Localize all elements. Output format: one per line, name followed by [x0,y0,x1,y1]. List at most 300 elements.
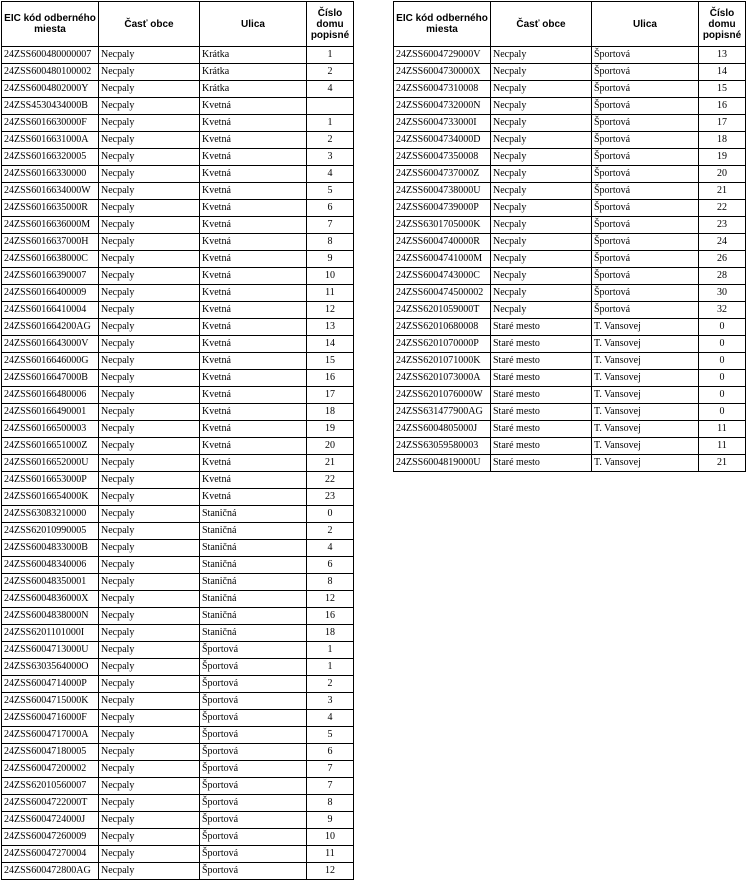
table-row [2,676,354,693]
table-row [394,336,746,353]
part-of-municipality-cell: Necpaly [99,472,200,489]
house-number-cell: 32 [699,302,746,319]
part-of-municipality-cell: Necpaly [99,523,200,540]
street-cell: Kvetná [200,115,307,132]
part-of-municipality-cell: Staré mesto [491,455,592,472]
eic-code-cell: 24ZSS6004836000X [2,591,99,608]
eic-code-cell: 24ZSS60047270004 [2,846,99,863]
table-row [2,761,354,778]
table-row [2,489,354,506]
table-row [394,47,746,64]
eic-code-cell: 24ZSS6004737000Z [394,166,491,183]
street-cell: T. Vansovej [592,387,699,404]
eic-code-cell: 24ZSS60166320005 [2,149,99,166]
table-row [2,183,354,200]
part-of-municipality-cell: Necpaly [99,98,200,115]
house-number-cell: 1 [307,659,354,676]
street-cell: Kvetná [200,166,307,183]
eic-code-cell: 24ZSS6004716000F [2,710,99,727]
house-number-cell: 21 [307,455,354,472]
house-number-cell: 0 [699,404,746,421]
street-cell: Kvetná [200,234,307,251]
street-cell: Kvetná [200,132,307,149]
street-cell: Staničná [200,557,307,574]
part-of-municipality-cell: Necpaly [99,421,200,438]
table-row [394,115,746,132]
eic-code-cell: 24ZSS6004722000T [2,795,99,812]
eic-code-cell: 24ZSS6004743000C [394,268,491,285]
street-cell: T. Vansovej [592,455,699,472]
table-row [2,421,354,438]
street-cell: Staničná [200,523,307,540]
house-number-cell: 17 [699,115,746,132]
street-cell: T. Vansovej [592,353,699,370]
part-of-municipality-cell: Necpaly [99,846,200,863]
table-row [394,353,746,370]
house-number-cell: 30 [699,285,746,302]
house-number-cell: 16 [307,608,354,625]
header-row [394,2,746,47]
house-number-cell: 9 [307,812,354,829]
part-of-municipality-cell: Necpaly [99,81,200,98]
part-of-municipality-cell: Necpaly [491,149,592,166]
table-row [394,319,746,336]
part-of-municipality-cell: Necpaly [491,302,592,319]
street-cell: Športová [592,47,699,64]
eic-code-cell: 24ZSS6004729000V [394,47,491,64]
eic-code-cell: 24ZSS60048350001 [2,574,99,591]
house-number-cell: 12 [307,591,354,608]
house-number-cell: 18 [307,625,354,642]
part-of-municipality-cell: Necpaly [99,285,200,302]
house-number-cell: 7 [307,761,354,778]
house-number-cell: 19 [307,421,354,438]
house-number-cell: 2 [307,676,354,693]
part-of-municipality-cell: Necpaly [99,132,200,149]
street-cell: Športová [200,778,307,795]
eic-code-cell: 24ZSS600480000007 [2,47,99,64]
house-number-cell: 11 [307,846,354,863]
street-cell: Športová [200,863,307,880]
house-number-cell: 7 [307,778,354,795]
house-number-cell: 23 [699,217,746,234]
eic-code-cell: 24ZSS6016635000R [2,200,99,217]
table-row [394,455,746,472]
part-of-municipality-cell: Staré mesto [491,353,592,370]
eic-code-cell: 24ZSS6004714000P [2,676,99,693]
house-number-cell: 5 [307,727,354,744]
part-of-municipality-cell: Necpaly [99,591,200,608]
table-row [394,98,746,115]
part-of-municipality-cell: Necpaly [99,812,200,829]
eic-code-cell: 24ZSS60166400009 [2,285,99,302]
table-row [394,421,746,438]
table-row [394,370,746,387]
part-of-municipality-cell: Staré mesto [491,438,592,455]
table-row [394,183,746,200]
header-house-number: Číslo domu popisné [699,2,746,47]
house-number-cell: 3 [307,149,354,166]
eic-code-cell: 24ZSS4530434000B [2,98,99,115]
table-row [2,319,354,336]
street-cell: Športová [592,81,699,98]
house-number-cell: 2 [307,64,354,81]
table-row [394,81,746,98]
house-number-cell: 1 [307,642,354,659]
eic-code-cell: 24ZSS60047180005 [2,744,99,761]
part-of-municipality-cell: Necpaly [99,404,200,421]
house-number-cell: 10 [307,268,354,285]
street-cell: Kvetná [200,387,307,404]
table-row [394,438,746,455]
table-row [2,795,354,812]
street-cell: Športová [200,829,307,846]
street-cell: T. Vansovej [592,421,699,438]
house-number-cell: 18 [307,404,354,421]
street-cell: Športová [592,234,699,251]
street-cell: T. Vansovej [592,370,699,387]
house-number-cell: 0 [699,387,746,404]
part-of-municipality-cell: Necpaly [99,336,200,353]
eic-code-cell: 24ZSS63059580003 [394,438,491,455]
eic-code-cell: 24ZSS6016653000P [2,472,99,489]
street-cell: T. Vansovej [592,319,699,336]
table-row [2,217,354,234]
house-number-cell: 5 [307,183,354,200]
eic-code-cell: 24ZSS62010680008 [394,319,491,336]
part-of-municipality-cell: Necpaly [99,625,200,642]
part-of-municipality-cell: Necpaly [99,574,200,591]
street-cell: Staničná [200,625,307,642]
part-of-municipality-cell: Necpaly [99,387,200,404]
eic-code-cell: 24ZSS6016636000M [2,217,99,234]
eic-code-cell: 24ZSS60166330000 [2,166,99,183]
table-row [2,115,354,132]
part-of-municipality-cell: Necpaly [491,268,592,285]
table-row [2,642,354,659]
house-number-cell: 0 [699,336,746,353]
table-row [2,710,354,727]
part-of-municipality-cell: Staré mesto [491,421,592,438]
part-of-municipality-cell: Necpaly [491,98,592,115]
part-of-municipality-cell: Staré mesto [491,370,592,387]
street-cell: Športová [592,285,699,302]
house-number-cell: 1 [307,47,354,64]
street-cell: Kvetná [200,268,307,285]
street-cell: Kvetná [200,438,307,455]
part-of-municipality-cell: Necpaly [99,710,200,727]
house-number-cell: 8 [307,574,354,591]
header-row [2,2,354,47]
part-of-municipality-cell: Necpaly [99,438,200,455]
part-of-municipality-cell: Necpaly [99,251,200,268]
part-of-municipality-cell: Necpaly [99,234,200,251]
eic-code-cell: 24ZSS6201076000W [394,387,491,404]
house-number-cell: 4 [307,540,354,557]
house-number-cell: 14 [307,336,354,353]
table-row [2,625,354,642]
eic-code-cell: 24ZSS6004724000J [2,812,99,829]
table-row [394,200,746,217]
house-number-cell: 20 [699,166,746,183]
table-row [2,574,354,591]
eic-code-cell: 24ZSS60166490001 [2,404,99,421]
street-cell: Kvetná [200,285,307,302]
street-cell: Športová [200,761,307,778]
part-of-municipality-cell: Necpaly [99,353,200,370]
table-row [2,812,354,829]
part-of-municipality-cell: Necpaly [491,251,592,268]
eic-code-cell: 24ZSS6303564000O [2,659,99,676]
street-cell: Športová [592,217,699,234]
house-number-cell: 3 [307,693,354,710]
street-cell: Športová [592,268,699,285]
part-of-municipality-cell: Necpaly [99,64,200,81]
house-number-cell: 6 [307,744,354,761]
table-row [2,404,354,421]
table-row [2,455,354,472]
street-cell: Krátka [200,81,307,98]
table-row [394,132,746,149]
eic-code-cell: 24ZSS6301705000K [394,217,491,234]
street-cell: Staničná [200,540,307,557]
house-number-cell: 16 [699,98,746,115]
eic-code-cell: 24ZSS631477900AG [394,404,491,421]
part-of-municipality-cell: Necpaly [491,234,592,251]
table-row [2,778,354,795]
eic-code-cell: 24ZSS6004730000X [394,64,491,81]
table-body-left [2,47,354,880]
eic-code-cell: 24ZSS600472800AG [2,863,99,880]
street-cell: Staničná [200,506,307,523]
house-number-cell: 26 [699,251,746,268]
table-row [394,404,746,421]
house-number-cell: 2 [307,523,354,540]
house-number-cell: 15 [699,81,746,98]
street-cell: Kvetná [200,302,307,319]
table-row [2,285,354,302]
house-number-cell: 22 [699,200,746,217]
table-row [2,149,354,166]
part-of-municipality-cell: Necpaly [99,302,200,319]
table-row [2,472,354,489]
part-of-municipality-cell: Necpaly [99,506,200,523]
eic-code-cell: 24ZSS60166480006 [2,387,99,404]
street-cell: Staničná [200,574,307,591]
header-part-of-municipality: Časť obce [491,2,592,47]
house-number-cell: 11 [307,285,354,302]
part-of-municipality-cell: Necpaly [491,115,592,132]
street-cell: Športová [200,846,307,863]
part-of-municipality-cell: Necpaly [99,319,200,336]
eic-code-cell: 24ZSS6016631000A [2,132,99,149]
street-cell: Športová [592,166,699,183]
street-cell: Kvetná [200,421,307,438]
eic-code-cell: 24ZSS6004802000Y [2,81,99,98]
part-of-municipality-cell: Staré mesto [491,404,592,421]
table-row [394,166,746,183]
table-row [2,846,354,863]
eic-code-cell: 24ZSS6004819000U [394,455,491,472]
street-cell: Kvetná [200,370,307,387]
house-number-cell: 24 [699,234,746,251]
table-row [2,81,354,98]
header-street: Ulica [592,2,699,47]
part-of-municipality-cell: Necpaly [491,183,592,200]
street-cell: Kvetná [200,353,307,370]
eic-code-cell: 24ZSS60047260009 [2,829,99,846]
part-of-municipality-cell: Necpaly [99,115,200,132]
street-cell: Športová [200,693,307,710]
eic-code-cell: 24ZSS6004833000B [2,540,99,557]
street-cell: Športová [592,149,699,166]
eic-code-cell: 24ZSS6004740000R [394,234,491,251]
table-row [2,591,354,608]
part-of-municipality-cell: Necpaly [491,64,592,81]
street-cell: T. Vansovej [592,404,699,421]
table-body-right [394,47,746,472]
street-cell: Športová [592,302,699,319]
house-number-cell: 15 [307,353,354,370]
street-cell: Športová [200,642,307,659]
table-row [394,387,746,404]
part-of-municipality-cell: Staré mesto [491,387,592,404]
street-cell: Kvetná [200,183,307,200]
house-number-cell: 16 [307,370,354,387]
eic-code-cell: 24ZSS6201071000K [394,353,491,370]
eic-code-cell: 24ZSS60047310008 [394,81,491,98]
street-cell: Kvetná [200,217,307,234]
house-number-cell: 11 [699,421,746,438]
part-of-municipality-cell: Necpaly [491,132,592,149]
eic-code-cell: 24ZSS6016646000G [2,353,99,370]
table-row [2,353,354,370]
eic-code-cell: 24ZSS60047350008 [394,149,491,166]
eic-code-cell: 24ZSS6004739000P [394,200,491,217]
table-row [2,438,354,455]
house-number-cell: 13 [699,47,746,64]
table-row [2,863,354,880]
eic-code-cell: 24ZSS6004732000N [394,98,491,115]
street-cell: Krátka [200,47,307,64]
eic-code-cell: 24ZSS6004715000K [2,693,99,710]
part-of-municipality-cell: Necpaly [99,166,200,183]
street-cell: Športová [592,251,699,268]
part-of-municipality-cell: Necpaly [99,727,200,744]
house-number-cell: 22 [307,472,354,489]
table-row [394,268,746,285]
eic-code-cell: 24ZSS6016652000U [2,455,99,472]
part-of-municipality-cell: Necpaly [99,489,200,506]
table-row [2,540,354,557]
table-row [2,302,354,319]
table-row [394,251,746,268]
part-of-municipality-cell: Necpaly [99,795,200,812]
house-number-cell: 4 [307,710,354,727]
eic-code-cell: 24ZSS6004733000I [394,115,491,132]
house-number-cell: 8 [307,795,354,812]
house-number-cell: 23 [307,489,354,506]
table-row [2,744,354,761]
eic-code-cell: 24ZSS600474500002 [394,285,491,302]
part-of-municipality-cell: Necpaly [99,540,200,557]
house-number-cell: 19 [699,149,746,166]
house-number-cell: 2 [307,132,354,149]
table-row [2,659,354,676]
street-cell: Krátka [200,64,307,81]
header-eic-code: EIC kód odberného miesta [394,2,491,47]
eic-code-cell: 24ZSS6201073000A [394,370,491,387]
house-number-cell: 6 [307,557,354,574]
table-row [2,387,354,404]
table-row [2,829,354,846]
street-cell: Športová [592,200,699,217]
house-number-cell: 18 [699,132,746,149]
eic-code-cell: 24ZSS6201070000P [394,336,491,353]
part-of-municipality-cell: Necpaly [99,693,200,710]
eic-code-cell: 24ZSS62010560007 [2,778,99,795]
street-cell: Kvetná [200,200,307,217]
eic-code-cell: 24ZSS60166410004 [2,302,99,319]
house-number-cell: 9 [307,251,354,268]
table-row [394,234,746,251]
eic-code-cell: 24ZSS6004738000U [394,183,491,200]
table-row [2,370,354,387]
house-number-cell [307,98,354,115]
part-of-municipality-cell: Necpaly [99,659,200,676]
street-cell: Staničná [200,591,307,608]
part-of-municipality-cell: Necpaly [491,200,592,217]
part-of-municipality-cell: Necpaly [99,863,200,880]
eic-code-cell: 24ZSS6016654000K [2,489,99,506]
part-of-municipality-cell: Necpaly [491,166,592,183]
eic-code-cell: 24ZSS6016630000F [2,115,99,132]
eic-code-cell: 24ZSS6004838000N [2,608,99,625]
table-row [2,523,354,540]
part-of-municipality-cell: Necpaly [99,778,200,795]
house-number-cell: 11 [699,438,746,455]
part-of-municipality-cell: Necpaly [99,455,200,472]
eic-code-cell: 24ZSS6016651000Z [2,438,99,455]
eic-code-cell: 24ZSS601664200AG [2,319,99,336]
street-cell: Športová [200,710,307,727]
header-street: Ulica [200,2,307,47]
house-number-cell: 28 [699,268,746,285]
eic-code-cell: 24ZSS63083210000 [2,506,99,523]
house-number-cell: 17 [307,387,354,404]
table-row [2,557,354,574]
house-number-cell: 4 [307,166,354,183]
house-number-cell: 1 [307,115,354,132]
table-row [394,302,746,319]
eic-code-cell: 24ZSS6004805000J [394,421,491,438]
house-number-cell: 21 [699,455,746,472]
house-number-cell: 0 [307,506,354,523]
house-number-cell: 0 [699,353,746,370]
part-of-municipality-cell: Necpaly [99,149,200,166]
street-cell: Kvetná [200,336,307,353]
street-cell: Športová [592,132,699,149]
house-number-cell: 4 [307,81,354,98]
house-number-cell: 12 [307,863,354,880]
part-of-municipality-cell: Necpaly [491,47,592,64]
house-number-cell: 13 [307,319,354,336]
table-row [2,166,354,183]
eic-code-cell: 24ZSS6016634000W [2,183,99,200]
street-cell: Športová [200,744,307,761]
street-cell: Kvetná [200,472,307,489]
part-of-municipality-cell: Necpaly [99,676,200,693]
